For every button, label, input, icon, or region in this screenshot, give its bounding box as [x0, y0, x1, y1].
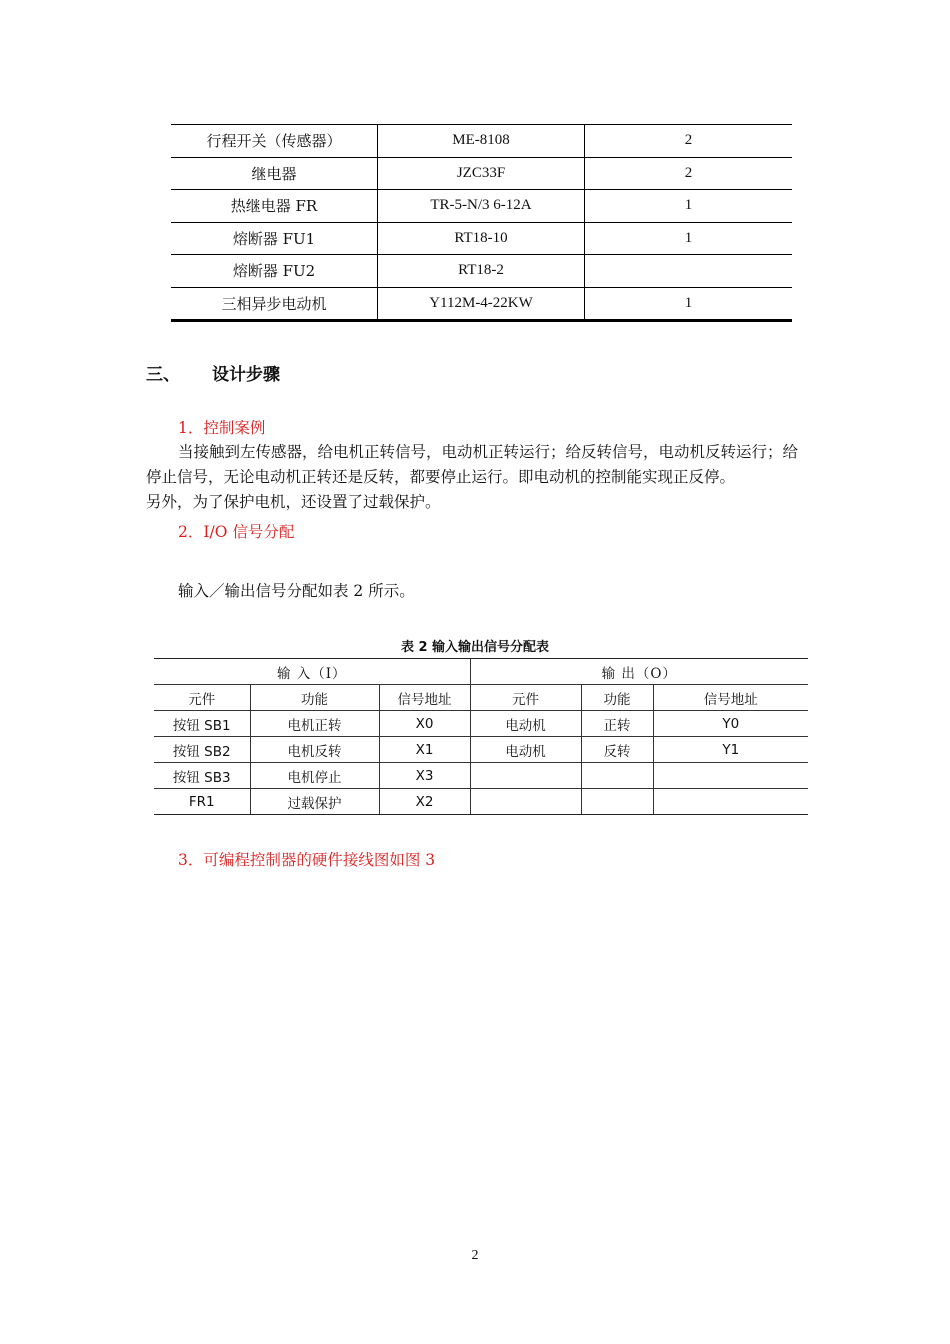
- part-name: 热继电器 FR: [171, 190, 378, 223]
- io-cell: Y0: [653, 711, 808, 737]
- step1-paragraph: [146, 440, 822, 515]
- page-number: 2: [471, 1248, 479, 1263]
- part-model: ME-8108: [378, 125, 585, 158]
- parts-table: [171, 124, 792, 322]
- io-cell: 按钮 SB2: [154, 737, 250, 763]
- part-name: 熔断器 FU1: [171, 222, 378, 255]
- table-row: [171, 287, 792, 321]
- io-column-header-row: [154, 685, 808, 711]
- step3-title: 3．可编程控制器的硬件接线图如图 3: [178, 851, 436, 869]
- table-row: [171, 125, 792, 158]
- io-cell: X1: [379, 737, 470, 763]
- part-model: TR-5-N/3 6-12A: [378, 190, 585, 223]
- part-name: 行程开关（传感器）: [171, 125, 378, 158]
- io-cell: 电机停止: [250, 763, 379, 789]
- part-quantity: 1: [585, 222, 793, 255]
- part-name: 熔断器 FU2: [171, 255, 378, 288]
- step2-title: 2．I/O 信号分配: [178, 523, 295, 541]
- io-cell: [470, 789, 581, 815]
- part-quantity: 1: [585, 190, 793, 223]
- table-row: [154, 789, 808, 815]
- step1-line1: 当接触到左传感器，给电机正转信号，电动机正转运行；给反转信号，电动机反转运行；给: [178, 443, 799, 461]
- table-row: [171, 157, 792, 190]
- column-header: 元件: [154, 685, 250, 711]
- io-cell: FR1: [154, 789, 250, 815]
- table-row: [171, 190, 792, 223]
- step1-line2: 停止信号，无论电动机正转还是反转，都要停止运行。即电动机的控制能实现正反停。: [146, 468, 736, 486]
- section-title: 设计步骤: [212, 365, 280, 385]
- io-cell: 按钮 SB1: [154, 711, 250, 737]
- io-cell: [653, 763, 808, 789]
- part-name: 继电器: [171, 157, 378, 190]
- part-model: Y112M-4-22KW: [378, 287, 585, 321]
- column-header: 信号地址: [379, 685, 470, 711]
- table-caption: 表 2 输入输出信号分配表: [400, 640, 550, 655]
- output-header: 输 出（O）: [470, 659, 808, 685]
- io-cell: 过载保护: [250, 789, 379, 815]
- io-cell: 电机正转: [250, 711, 379, 737]
- part-model: RT18-2: [378, 255, 585, 288]
- column-header: 功能: [581, 685, 653, 711]
- column-header: 信号地址: [653, 685, 808, 711]
- part-name: 三相异步电动机: [171, 287, 378, 321]
- io-cell: 反转: [581, 737, 653, 763]
- part-quantity: 1: [585, 287, 793, 321]
- column-header: 元件: [470, 685, 581, 711]
- io-cell: X0: [379, 711, 470, 737]
- io-table: [154, 658, 808, 815]
- io-cell: [653, 789, 808, 815]
- io-group-header-row: [154, 659, 808, 685]
- io-cell: 电动机: [470, 737, 581, 763]
- part-quantity: 2: [585, 157, 793, 190]
- step1-line3: 另外，为了保护电机，还设置了过载保护。: [146, 493, 441, 511]
- step1-title: 1．控制案例: [178, 419, 266, 437]
- io-cell: X3: [379, 763, 470, 789]
- table-row: [171, 255, 792, 288]
- io-cell: Y1: [653, 737, 808, 763]
- section-number: 三、: [146, 365, 180, 385]
- io-cell: [470, 763, 581, 789]
- io-cell: [581, 789, 653, 815]
- table-row: [154, 763, 808, 789]
- part-quantity: [585, 255, 793, 288]
- io-cell: 电动机: [470, 711, 581, 737]
- part-quantity: 2: [585, 125, 793, 158]
- input-header: 输 入（I）: [154, 659, 470, 685]
- section-heading: [146, 360, 280, 385]
- part-model: JZC33F: [378, 157, 585, 190]
- io-cell: 正转: [581, 711, 653, 737]
- part-model: RT18-10: [378, 222, 585, 255]
- column-header: 功能: [250, 685, 379, 711]
- table-row: [154, 711, 808, 737]
- io-cell: X2: [379, 789, 470, 815]
- table-row: [154, 737, 808, 763]
- table-row: [171, 222, 792, 255]
- io-cell: [581, 763, 653, 789]
- io-cell: 电机反转: [250, 737, 379, 763]
- io-cell: 按钮 SB3: [154, 763, 250, 789]
- step2-paragraph: 输入／输出信号分配如表 2 所示。: [178, 582, 415, 600]
